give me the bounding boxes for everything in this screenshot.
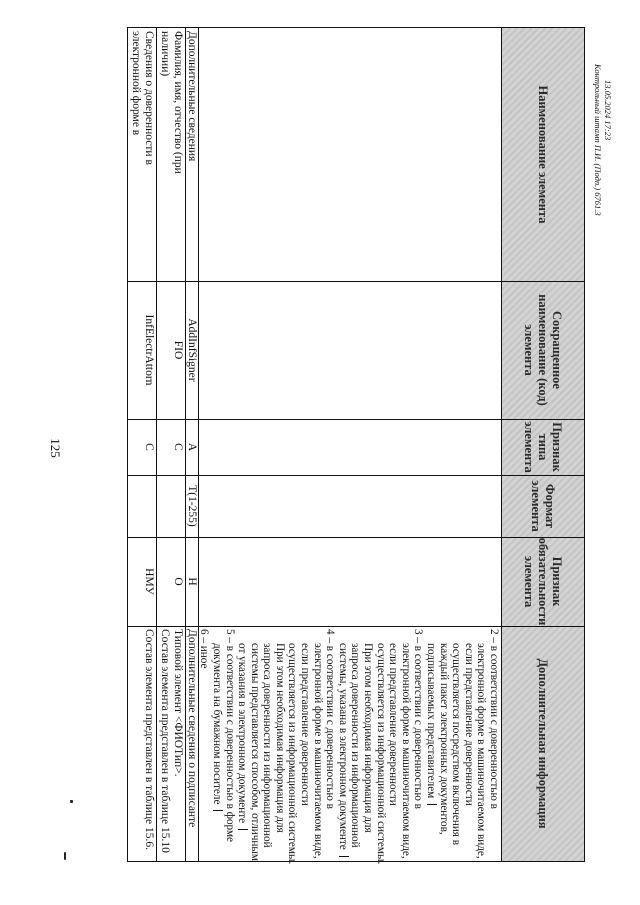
description-line: 2 – в соответствии с доверенностью в [488,629,500,809]
description-line: электронной форме в машиночитаемом виде, [311,643,324,859]
description-line: 6 – иное [198,629,211,669]
row-type: С [172,443,184,451]
row-divider [501,28,502,861]
description-line: электронной форме в машиночитаемом виде, [399,643,412,859]
elements-table [127,27,585,865]
row-name-line: электронной форме в [130,31,143,136]
description-line: системы представляется способом, отличным [248,643,261,861]
row-type: С [143,443,155,451]
row-name [159,28,184,281]
description-line: если представление доверенности [387,643,400,806]
row-name-line: Сведения о доверенности в [143,31,155,165]
description-line: от указания в электронном документе [236,643,249,824]
row-required: НМУ [143,568,155,595]
description-line: если представление доверенности [299,643,312,806]
row-required: Н [186,577,198,586]
description-line: документа на бумажном носителе [210,643,223,805]
description-line: осуществляется из информационной системы. [374,643,387,865]
page-number: 125 [48,438,63,458]
margin-mark [339,856,349,857]
header-type: Признак типа элемента [502,419,584,475]
timestamp-stamp: 13.05.2024 17:23 [603,80,613,141]
margin-mark [427,804,437,805]
margin-mark [238,829,248,830]
row-code: InfElectrAttorn [143,314,155,386]
row-name: Дополнительные сведения [186,31,198,162]
description-line: электронной форме в машиночитаемом виде, [475,643,488,859]
description-line: подписываемых представителем [425,643,438,799]
control-stamp: Контрольный штамп П.И. (Подп.) 6761.3 [593,64,603,216]
description-line: осуществляется из информационной системы. [286,643,299,865]
description-line: 5 – в соответствии с доверенностью в форме [223,629,236,843]
row-info [159,626,184,863]
description-line: системы, указана в электронном документе [336,643,349,850]
row-info-line: Состав элемента представлен в таблице 15.10 [159,629,172,853]
description-line: если представление доверенности [462,643,475,806]
header-info: Дополнительная информация [502,626,584,861]
row-info-line: Типовой элемент <ФИОТип>. [172,629,184,777]
row-divider [156,28,157,861]
continuation-description [198,626,500,863]
row-info: Дополнительные сведения о подписанте [186,629,198,828]
description-line: При этом необходимая информация для [362,643,375,833]
row-format: T(1-255) [186,485,198,527]
scan-speck [70,800,73,803]
description-line: осуществляется посредством включения в [450,643,463,846]
scan-speck [64,852,66,860]
header-format: Формат элемента [502,475,584,537]
row-code: FIO [172,340,184,360]
row-required: О [172,577,184,586]
row-name-line: наличии) [159,31,172,77]
header-required: Признак обязательности элемента [502,537,584,626]
header-name: Наименование элемента [502,28,584,281]
description-line: запроса доверенности из информационной [261,643,274,848]
row-info: Состав элемента представлен в таблице 15.6. [143,629,155,851]
description-line: При этом необходимая информация для [273,643,286,833]
row-code: AddInfSigner [186,318,198,382]
header-code: Сокращенное наименование (код) элемента [502,281,584,419]
rotated-page-content [125,2,613,877]
row-name-line: Фамилия, имя, отчество (при [172,31,184,174]
description-line: 4 – в соответствии с доверенностью в [324,629,337,809]
description-line: 3 – в соответствии с доверенностью в [412,629,425,809]
margin-mark [213,810,223,811]
row-type: А [186,442,198,452]
description-line: каждый пакет электронных документов, [437,643,450,835]
row-name [130,28,155,281]
description-line: запроса доверенности из информационной [349,643,362,848]
